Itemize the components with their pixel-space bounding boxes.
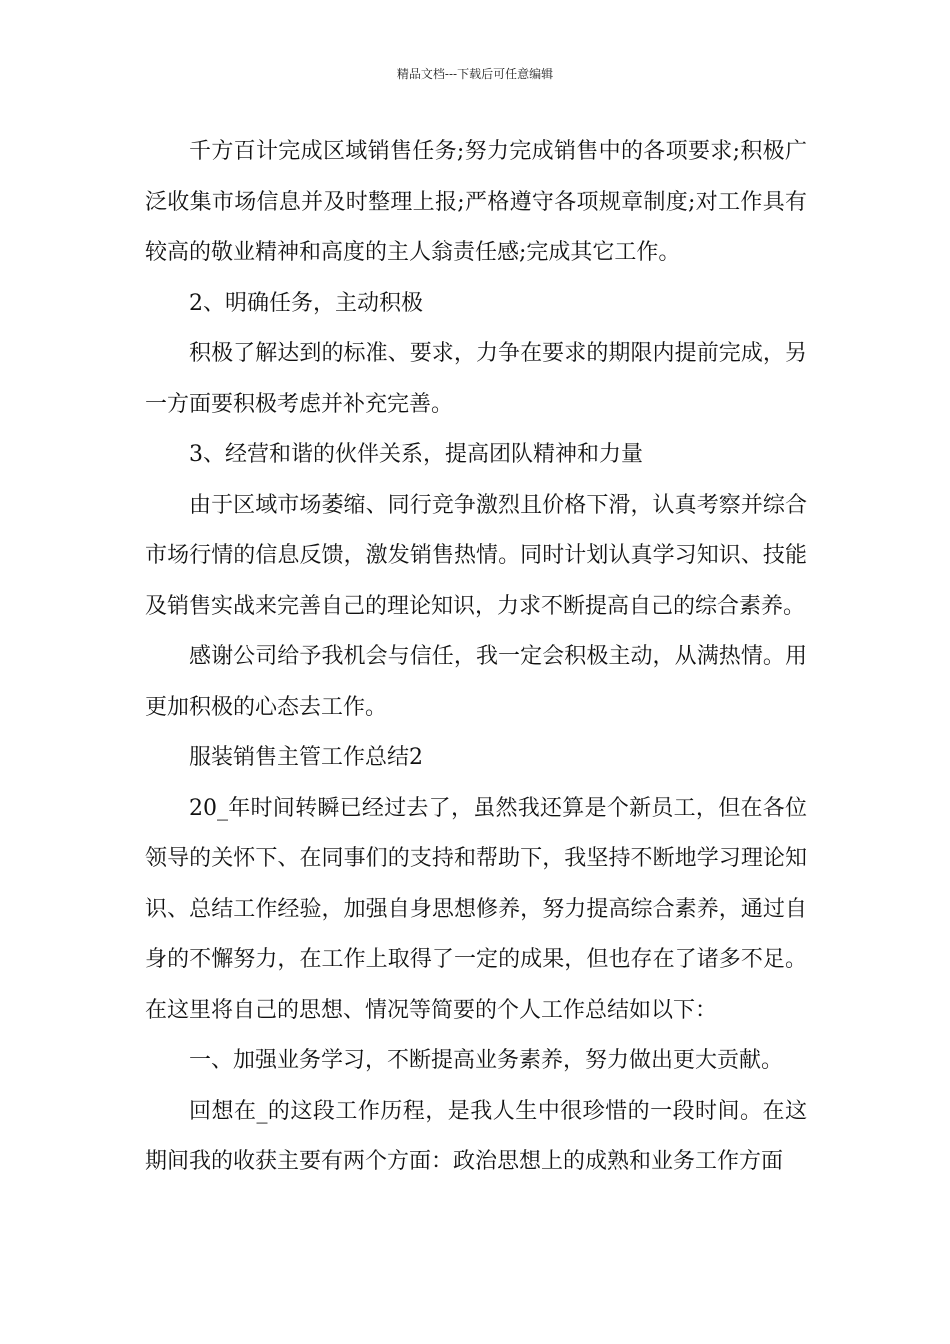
heading-clear-tasks: 2、明确任务，主动积极 <box>189 290 423 316</box>
document-body <box>145 127 807 1188</box>
paragraph-year-review: 20_年时间转瞬已经过去了，虽然我还算是个新员工，但在各位领导的关怀下、在同事们的支持和帮助下，我坚持不断地学习理论知识、总结工作经验，加强自身思想修养，努力提高综合素养，通过自身的不懈努力，在工作上取得了一定的成果，但也存在了诸多不足。在这里将自己的思想、情况等简要的个人工作总结如以下： <box>145 795 807 1023</box>
paragraph-recollection: 回想在_的这段工作历程，是我人生中很珍惜的一段时间。在这期间我的收获主要有两个方面：政治思想上的成熟和业务工作方面 <box>145 1098 807 1174</box>
paragraph-duties: 千方百计完成区域销售任务;努力完成销售中的各项要求;积极广泛收集市场信息并及时整理上报;严格遵守各项规章制度;对工作具有较高的敬业精神和高度的主人翁责任感;完成其它工作。 <box>145 139 807 265</box>
paragraph-standards: 积极了解达到的标准、要求，力争在要求的期限内提前完成，另一方面要积极考虑并补充完善。 <box>145 341 807 417</box>
heading-partnership: 3、经营和谐的伙伴关系，提高团队精神和力量 <box>189 442 643 467</box>
paragraph-market: 由于区域市场萎缩、同行竞争激烈且价格下滑，认真考察并综合市场行情的信息反馈，激发销售热情。同时计划认真学习知识、技能及销售实战来完善自己的理论知识，力求不断提高自己的综合素养。 <box>145 492 807 619</box>
heading-business-study: 一、加强业务学习，不断提高业务素养，努力做出更大贡献。 <box>189 1048 784 1073</box>
page-header: 精品文档---下载后可任意编辑 <box>396 67 554 81</box>
section-title-summary-2: 服装销售主管工作总结2 <box>189 745 423 770</box>
paragraph-thanks: 感谢公司给予我机会与信任，我一定会积极主动，从满热情。用更加积极的心态去工作。 <box>145 644 807 720</box>
